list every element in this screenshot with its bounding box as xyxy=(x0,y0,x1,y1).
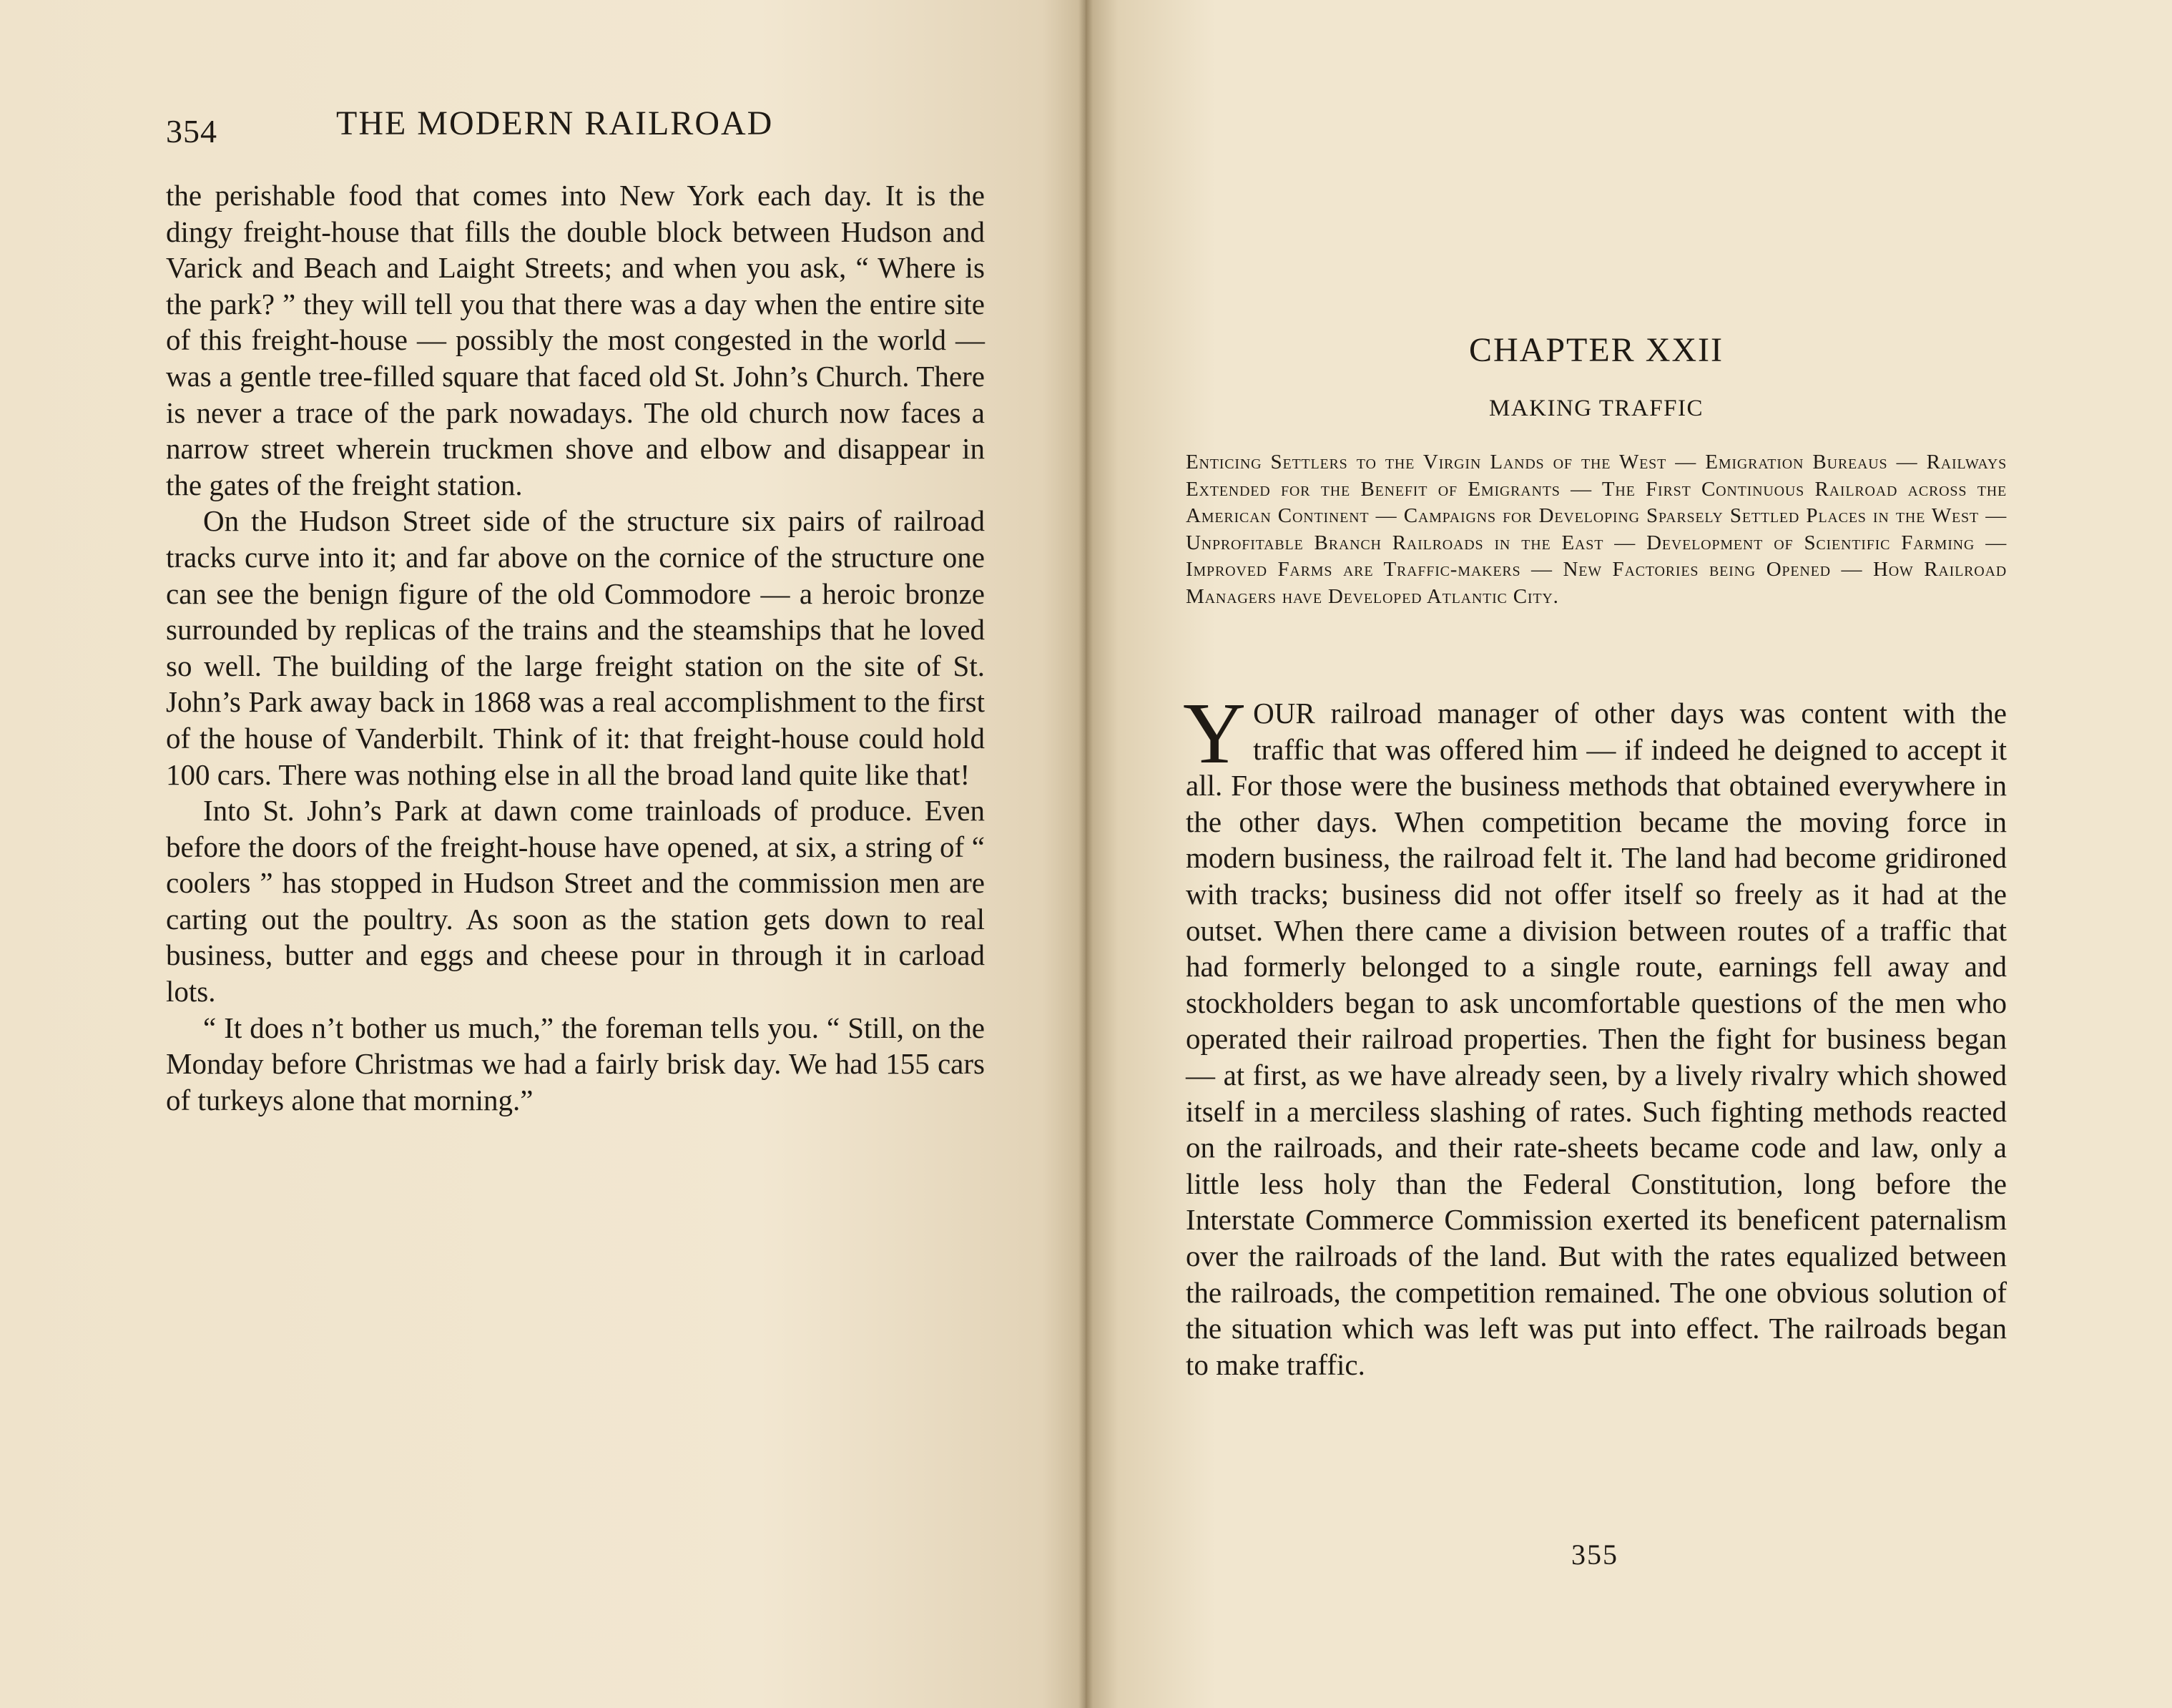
right-page-body xyxy=(1183,685,2007,1383)
book-gutter xyxy=(1078,0,1093,1708)
left-page-number: 354 xyxy=(166,113,217,149)
body-text: OUR railroad manager of other days was content with the traffic that was offered him — if indeed he deigned to accept it all. For those were the business methods that obtained everywhere in the other days. When competition became the moving force in modern business, the railroad felt it. The land had become gridironed with tracks; business did not offer itself so freely as it had at the outset. When there came a division between routes of a traffic that had formerly belonged to a single route, earnings fell away and stockholders began to ask uncomfortable questions of the men who operated their railroad properties. Then the fight for business began — at first, as we have already seen, by a lively rivalry which showed itself in a merciless slashing of rates. Such fighting methods reacted on the railroads, and their rate-sheets became code and law, only a little less holy than the Federal Constitution, long before the Interstate Commerce Commission exerted its beneficent paternalism over the railroads of the land. But with the rates equalized between the railroads, the competition remained. The one obvious solution of the situation which was left was put into effect. The railroads began to make traffic. xyxy=(1186,697,2007,1381)
chapter-subtitle: MAKING TRAFFIC xyxy=(1488,396,1704,421)
running-title: THE MODERN RAILROAD xyxy=(336,104,774,142)
running-header xyxy=(166,104,996,154)
chapter-synopsis: Enticing Settlers to the Virgin Lands of the West — Emigration Bureaus — Railways Extended for the Benefit of Emigrants — The First Continuous Railroad across the American Continent — Campaigns for Developing Sparsely Settled Places in the West — Unprofitable Branch Railroads in the East — Development of Scientific Farming — Improved Farms are Traffic-makers — New Factories being Opened — How Railroad Managers have Developed Atlantic City. xyxy=(1186,451,2007,608)
drop-cap: Y xyxy=(1183,685,1247,782)
paragraph: “ It does n’t bother us much,” the foreman tells you. “ Still, on the Monday before Christmas we had a fairly brisk day. We had 155 cars of turkeys alone that morning.” xyxy=(166,1011,985,1116)
chapter-title: CHAPTER XXII xyxy=(1469,331,1724,369)
right-page-number: 355 xyxy=(1571,1538,1618,1571)
paragraph: Into St. John’s Park at dawn come trainloads of produce. Even before the doors of the freight-house have opened, at six, a string of “ coolers ” has stopped in Hudson Street and the commission men are carting out the poultry. As soon as the station gets down to real business, butter and eggs and cheese pour in through it in carload lots. xyxy=(166,794,985,1008)
paragraph xyxy=(1183,685,2007,1383)
left-page-body xyxy=(166,177,985,1118)
paragraph: the perishable food that comes into New York each day. It is the dingy freight-house that fills the double block between Hudson and Varick and Beach and Laight Streets; and when you ask, “ Where is the park? ” they will tell you that there was a day when the entire site of this freight-house — possibly the most congested in the world — was a gentle tree-filled square that faced old St. John’s Church. There is never a trace of the park nowadays. The old church now faces a narrow street wherein truckmen shove and elbow and disappear in the gates of the freight station. xyxy=(166,179,985,501)
paragraph: On the Hudson Street side of the structure six pairs of railroad tracks curve into it; and far above on the cornice of the structure one can see the benign figure of the old Commodore — a heroic bronze surrounded by replicas of the trains and the steamships that he loved so well. The building of the large freight station on the site of St. John’s Park away back in 1868 was a real accomplishment to the first of the house of Vanderbilt. Think of it: that freight-house could hold 100 cars. There was nothing else in all the broad land quite like that! xyxy=(166,504,985,791)
